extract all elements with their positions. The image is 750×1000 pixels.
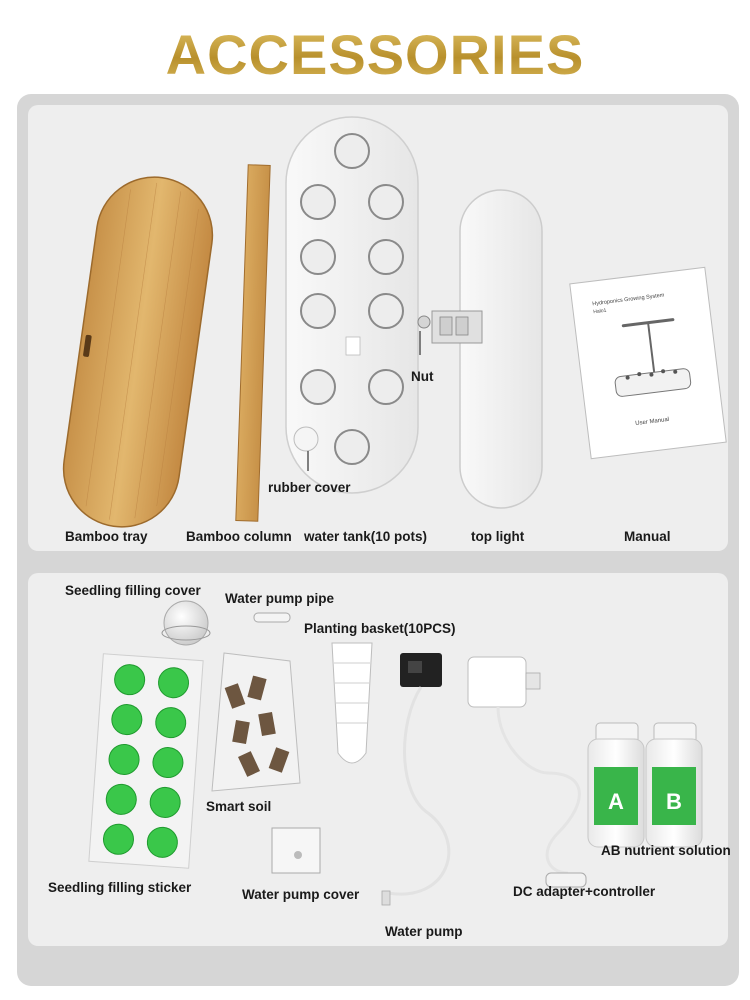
bamboo-tray-icon (56, 170, 220, 535)
bottom-panel (28, 573, 731, 946)
pump-pipe-icon (254, 613, 290, 622)
accessories-frame (17, 94, 739, 986)
label-dc-adapter: DC adapter+controller (513, 884, 656, 899)
label-ab-nutrient: AB nutrient solution (601, 843, 731, 858)
label-planting-basket: Planting basket(10PCS) (304, 621, 456, 636)
page-title: ACCESSORIES (0, 22, 750, 87)
smart-soil-icon (212, 653, 300, 791)
bamboo-column-icon (236, 165, 270, 522)
label-smart-soil: Smart soil (206, 799, 272, 814)
label-manual: Manual (624, 529, 671, 544)
planting-basket-icon (332, 643, 372, 763)
top-panel-illustrations (28, 105, 728, 551)
label-water-pump-cover: Water pump cover (242, 887, 360, 902)
manual-heading: Hydroponics Growing System (592, 292, 665, 308)
label-bamboo-tray: Bamboo tray (65, 529, 148, 544)
manual-subheading: Halo1 (593, 307, 607, 316)
bottle-a-letter: A (608, 789, 624, 814)
manual-footer: User Manual (634, 416, 670, 427)
top-light-icon (460, 190, 542, 508)
bottle-b-letter: B (666, 789, 682, 814)
label-water-pump-pipe: Water pump pipe (225, 591, 335, 606)
label-water-pump: Water pump (385, 924, 463, 939)
water-pump-icon (382, 653, 449, 905)
seedling-cover-icon (162, 601, 210, 645)
dc-adapter-icon (468, 657, 586, 887)
label-water-tank: water tank(10 pots) (304, 529, 428, 544)
label-top-light: top light (471, 529, 525, 544)
manual-icon (570, 267, 726, 458)
label-bamboo-column: Bamboo column (186, 529, 292, 544)
label-seedling-filling-cover: Seedling filling cover (65, 583, 201, 598)
sticker-sheet-icon (89, 654, 203, 868)
label-nut: Nut (411, 369, 434, 384)
label-rubber-cover: rubber cover (268, 480, 351, 495)
top-panel (28, 105, 728, 551)
nutrient-bottle-icon (588, 723, 702, 847)
pump-cover-icon (272, 828, 320, 873)
label-seedling-filling-sticker: Seedling filling sticker (48, 880, 192, 895)
